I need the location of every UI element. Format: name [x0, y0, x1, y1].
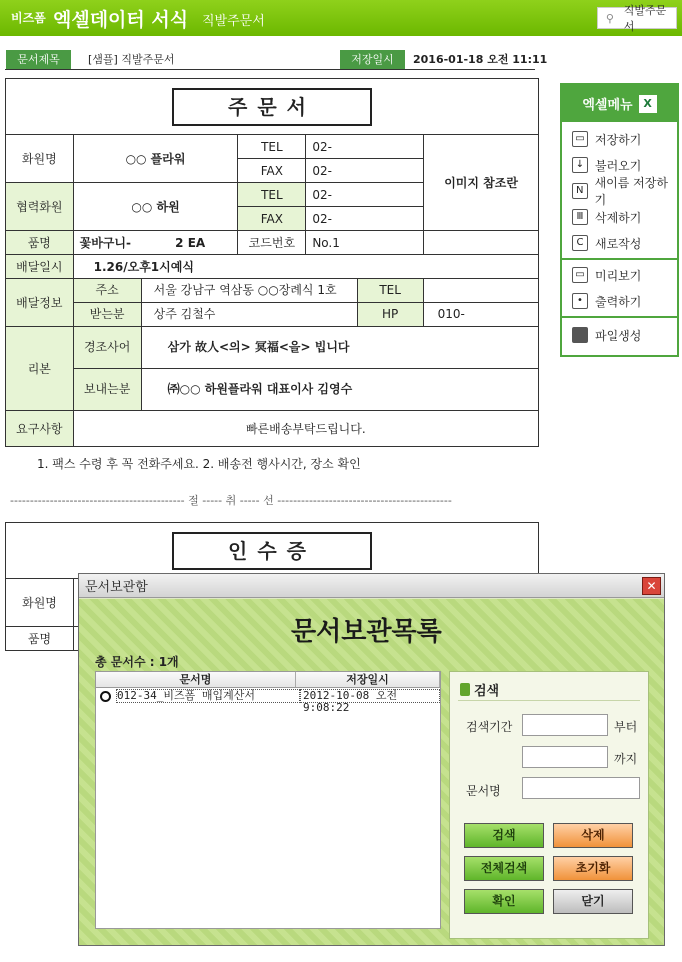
- menu-save-as[interactable]: [562, 176, 677, 207]
- to-label: 까지: [614, 752, 638, 766]
- menu-delete-label: 삭제하기: [595, 210, 642, 225]
- ribbon-label: 리본: [6, 327, 74, 411]
- search-panel-title: 검색: [474, 684, 500, 699]
- search-button[interactable]: 검색: [464, 823, 544, 848]
- folder-icon: [572, 327, 588, 343]
- menu-print-label: 출력하기: [595, 294, 642, 309]
- list-header: [96, 672, 440, 688]
- condolence-value[interactable]: 삼가 故人<의> 冥福<을> 빕니다: [167, 340, 350, 354]
- row-saved-date: 2012-10-08 오전 9:08:22: [300, 689, 440, 703]
- col-saved-date[interactable]: 저장일시: [296, 672, 440, 687]
- load-icon: ↓: [572, 157, 588, 173]
- list-item[interactable]: [96, 688, 440, 714]
- hp-value[interactable]: 010-: [437, 307, 465, 321]
- new-icon: C: [572, 235, 588, 251]
- partner-value[interactable]: ○○ 하원: [73, 183, 238, 231]
- search-panel-header: [460, 680, 499, 699]
- top-search-box[interactable]: [597, 4, 677, 33]
- document-list[interactable]: [95, 671, 441, 929]
- dialog-titlebar: [79, 574, 664, 598]
- cut-line: -------------------------------------------- 절 ----- 취 ----- 선 --------------------------------------------: [10, 494, 452, 507]
- saved-date-tag: 저장일시: [340, 50, 405, 69]
- partner-fax-value[interactable]: 02-: [306, 207, 424, 231]
- dialog-title: 문서보관함: [85, 580, 148, 595]
- menu-file-create[interactable]: [562, 320, 677, 350]
- partner-fax-label: FAX: [238, 207, 306, 231]
- doc-title-value: [샘플] 직발주문서: [88, 53, 175, 66]
- order-notes: 1. 팩스 수령 후 꼭 전화주세요. 2. 배송전 행사시간, 장소 확인: [37, 457, 361, 471]
- menu-new-label: 새로작성: [595, 236, 642, 251]
- meta-divider: [5, 69, 535, 70]
- top-banner: [0, 0, 682, 36]
- docname-label: 문서명: [466, 784, 501, 798]
- item-cell[interactable]: [73, 231, 238, 255]
- customer-value[interactable]: ○○ 플라워: [73, 135, 238, 183]
- search-divider: [458, 700, 640, 701]
- ok-button[interactable]: 확인: [464, 889, 544, 914]
- menu-preview-label: 미리보기: [595, 268, 642, 283]
- side-divider: [562, 258, 677, 260]
- row-radio[interactable]: [100, 691, 111, 702]
- address-label: 주소: [74, 279, 142, 302]
- item-label: 품명: [6, 231, 74, 255]
- side-divider: [562, 316, 677, 318]
- request-label: 요구사항: [6, 411, 74, 447]
- period-label: 검색기간: [466, 720, 513, 734]
- saved-date-value: 2016-01-18 오전 11:11: [413, 53, 548, 66]
- recipient-label: 받는분: [74, 303, 142, 326]
- menu-print[interactable]: [562, 288, 677, 314]
- delivery-value[interactable]: 1.26/오후1시예식: [73, 255, 538, 279]
- image-area: 이미지 참조란: [424, 135, 539, 231]
- order-title: 주문서: [172, 88, 372, 126]
- dialog-body: [79, 599, 664, 945]
- search-icon: ⚲: [605, 11, 614, 25]
- side-menu-header: [562, 85, 677, 122]
- receipt-item-label: 품명: [6, 627, 74, 651]
- condolence-row: [73, 327, 538, 369]
- partner-tel-value[interactable]: 02-: [306, 183, 424, 207]
- top-search-text: 직발주문서: [623, 4, 667, 33]
- recipient-value[interactable]: 상주 김철수: [142, 303, 358, 326]
- menu-preview[interactable]: [562, 262, 677, 288]
- menu-save-label: 저장하기: [595, 132, 642, 147]
- menu-file-create-label: 파일생성: [595, 328, 642, 343]
- tel3-value[interactable]: [424, 279, 538, 302]
- sender-value[interactable]: ㈜○○ 하원플라워 대표이사 김영수: [167, 382, 353, 396]
- excel-icon: X: [639, 95, 657, 113]
- from-label: 부터: [614, 720, 638, 734]
- address-value[interactable]: 서울 강남구 역삼동 ○○장례식 1호: [142, 279, 358, 302]
- tel-label: TEL: [238, 135, 306, 159]
- item-value: 꽃바구니-: [79, 236, 131, 250]
- fax-value[interactable]: 02-: [306, 159, 424, 183]
- order-table: [5, 78, 539, 447]
- search-all-button[interactable]: 전체검색: [464, 856, 544, 881]
- receipt-customer-label: 화원명: [6, 579, 74, 627]
- tel3-label: TEL: [358, 279, 424, 302]
- sender-label: 보내는분: [74, 369, 142, 410]
- search-bullet-icon: [460, 683, 470, 696]
- col-doc-name[interactable]: 문서명: [96, 672, 296, 687]
- fax-label: FAX: [238, 159, 306, 183]
- document-storage-dialog: [78, 573, 665, 946]
- delivery-info-label: 배달정보: [6, 279, 74, 327]
- request-value[interactable]: 빠른배송부탁드립니다.: [73, 411, 538, 447]
- menu-load-label: 불러오기: [595, 158, 642, 173]
- brand-small-logo: 비즈폼: [11, 11, 46, 25]
- excel-side-menu: [560, 83, 679, 357]
- row-doc-name: 012-34_비즈폼 매입계산서: [116, 689, 300, 703]
- document-count: 총 문서수 : 1개: [95, 655, 179, 669]
- close-button[interactable]: 닫기: [553, 889, 633, 914]
- menu-save[interactable]: [562, 126, 677, 152]
- dialog-heading: 문서보관목록: [291, 617, 442, 647]
- customer-label: 화원명: [6, 135, 74, 183]
- period-from-input[interactable]: [522, 714, 608, 736]
- preview-icon: ▭: [572, 267, 588, 283]
- save-icon: ▭: [572, 131, 588, 147]
- delete-button[interactable]: 삭제: [553, 823, 633, 848]
- receipt-title: 인수증: [172, 532, 372, 570]
- partner-tel-label: TEL: [238, 183, 306, 207]
- save-as-icon: N: [572, 183, 588, 199]
- print-icon: •: [572, 293, 588, 309]
- side-menu-title: 엑셀메뉴: [582, 98, 633, 113]
- code-label: 코드번호: [238, 231, 306, 255]
- code-value[interactable]: No.1: [306, 231, 424, 255]
- trash-icon: Ⅲ: [572, 209, 588, 225]
- docname-input[interactable]: [522, 777, 640, 799]
- hp-label: HP: [358, 303, 424, 326]
- item-qty: 2 EA: [175, 236, 206, 250]
- delivery-label: 배달일시: [6, 255, 74, 279]
- reset-button[interactable]: 초기화: [553, 856, 633, 881]
- page-subtitle: 직발주문서: [202, 14, 265, 29]
- doc-title-tag: 문서제목: [6, 50, 71, 69]
- partner-label: 협력화원: [6, 183, 74, 231]
- sender-row: [73, 369, 538, 411]
- period-to-input[interactable]: [522, 746, 608, 768]
- tel-value[interactable]: 02-: [306, 135, 424, 159]
- menu-new[interactable]: [562, 230, 677, 256]
- blank-cell: [424, 231, 539, 255]
- brand-title: 엑셀데이터 서식: [53, 9, 189, 31]
- recipient-row: [73, 303, 538, 327]
- condolence-label: 경조사어: [74, 327, 142, 368]
- address-row: [73, 279, 538, 303]
- menu-save-as-label: 새이름 저장하기: [594, 176, 668, 207]
- close-icon[interactable]: ✕: [642, 577, 661, 595]
